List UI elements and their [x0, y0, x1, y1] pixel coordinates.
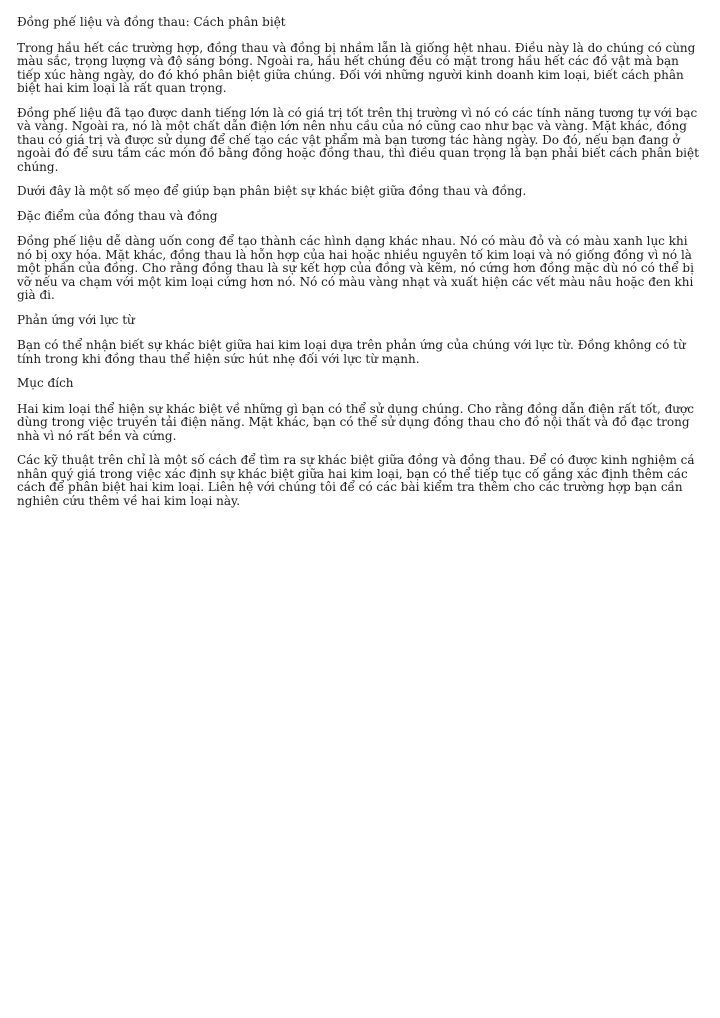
section-text-characteristics: Đồng phế liệu dễ dàng uốn cong để tạo thành các hình dạng khác nhau. Nó có màu đỏ và có màu xanh lục khi nó bị oxy hóa. Mặt khác, đồng thau là hỗn hợp của hai hoặc nhiều nguyên tố kim loại và nó giống đồng vì nó là một phần của đồng. Cho rằng đồng thau là sự kết hợp của đồng và kẽm, nó cứng hơn đồng mặc dù nó có thể bị vỡ nếu va chạm với một kim loại cứng hơn nó. Nó có màu vàng nhạt và xuất hiện các vết màu nâu hoặc đen khi già đi.: [17, 234, 694, 302]
section-heading-magnetism: Phản ứng với lực từ: [17, 312, 135, 327]
conclusion-paragraph: Các kỹ thuật trên chỉ là một số cách để tìm ra sự khác biệt giữa đồng và đồng thau. Để có được kinh nghiệm cá nhân quý giá trong việc xác định sự khác biệt giữa hai kim loại, bạn có thể tiếp tục cố gắng xác định thêm các cách để phân biệt hai kim loại. Liên hệ với chúng tôi để có các bài kiểm tra thêm cho các trường hợp bạn cần nghiên cứu thêm về hai kim loại này.: [17, 453, 695, 508]
section-text-purpose: Hai kim loại thể hiện sự khác biệt về những gì bạn có thể sử dụng chúng. Cho rằng đồng dẫn điện rất tốt, được dùng trong việc truyền tải điện năng. Mặt khác, bạn có thể sử dụng đồng thau cho đồ nội thất và đồ đạc trong nhà vì nó rất bền và cứng.: [17, 401, 694, 443]
intro-paragraph-2: Đồng phế liệu đã tạo được danh tiếng lớn là có giá trị tốt trên thị trường vì nó có các tính năng tương tự với bạc và vàng. Ngoài ra, nó là một chất dẫn điện lớn nên nhu cầu của nó cũng cao như bạc và vàng. Mặt khác, đồng thau có giá trị và được sử dụng để chế tạo các vật phẩm mà bạn tương tác hàng ngày. Do đó, nếu bạn đang ở ngoài đó để sưu tầm các món đồ bằng đồng hoặc đồng thau, thì điều quan trọng là bạn phải biết cách phân biệt chúng.: [17, 105, 699, 174]
intro-paragraph-3: Dưới đây là một số mẹo để giúp bạn phân biệt sự khác biệt giữa đồng thau và đồng.: [17, 184, 527, 198]
section-heading-characteristics: Đặc điểm của đồng thau và đồng: [17, 208, 218, 223]
document-title: Đồng phế liệu và đồng thau: Cách phân biệt: [17, 15, 286, 29]
section-text-magnetism: Bạn có thể nhận biết sự khác biệt giữa hai kim loại dựa trên phản ứng của chúng với lực từ. Đồng không có từ tính trong khi đồng thau thể hiện sức hút nhẹ đối với lực từ mạnh.: [17, 338, 686, 366]
document-body: [0, 0, 720, 508]
section-heading-purpose: Mục đích: [17, 376, 74, 390]
intro-paragraph-1: Trong hầu hết các trường hợp, đồng thau và đồng bị nhầm lẫn là giống hệt nhau. Điều này là do chúng có cùng màu sắc, trọng lượng và độ sáng bóng. Ngoài ra, hầu hết chúng đều có mặt trong hầu hết các đồ vật mà bạn tiếp xúc hàng ngày, do đó khó phân biệt giữa chúng. Đối với những người kinh doanh kim loại, biết cách phân biệt hai kim loại là rất quan trọng.: [17, 40, 696, 95]
